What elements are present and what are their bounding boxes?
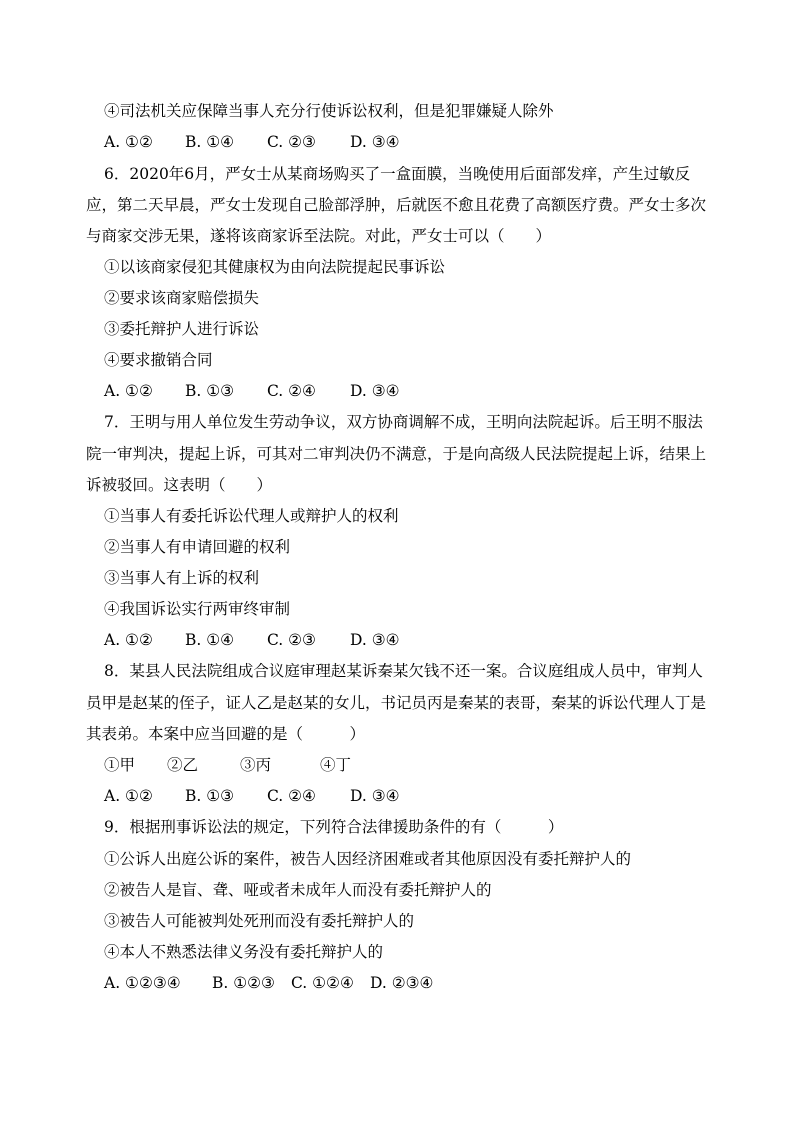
q9-item-1: ①公诉人出庭公诉的案件，被告人因经济困难或者其他原因没有委托辩护人的 xyxy=(104,850,632,868)
q9-option-d: D. ②③④ xyxy=(370,974,434,992)
q6-item-3: ③委托辩护人进行诉讼 xyxy=(104,320,260,338)
q6-item-1: ①以该商家侵犯其健康权为由向法院提起民事诉讼 xyxy=(104,258,446,276)
q9-option-b: B. ①②③ xyxy=(212,974,275,992)
q7-stem-line-2: 院一审判决，提起上诉，可其对二审判决仍不满意，于是向高级人民法院提起上诉，结果上 xyxy=(86,445,707,463)
q7-item-2: ②当事人有申请回避的权利 xyxy=(104,538,291,556)
q6-stem-line-3: 与商家交涉无果，遂将该商家诉至法院。对此，严女士可以（ ） xyxy=(86,227,552,245)
q6-option-c: C. ②④ xyxy=(267,382,316,400)
q7-option-b: B. ①④ xyxy=(185,631,235,649)
q9-option-a: A. ①②③④ xyxy=(104,974,181,992)
q6-stem-line-2: 应，第二天早晨，严女士发现自己脸部浮肿，后就医不愈且花费了高额医疗费。严女士多次 xyxy=(86,196,707,214)
q8-stem-line-1: 8．某县人民法院组成合议庭审理赵某诉秦某欠钱不还一案。合议庭组成人员中，审判人 xyxy=(104,662,703,680)
q7-item-4: ④我国诉讼实行两审终审制 xyxy=(104,600,291,618)
q7-option-d: D. ③④ xyxy=(350,631,400,649)
q9-option-c: C. ①②④ xyxy=(291,974,354,992)
q5-option-a: A. ①② xyxy=(104,133,153,151)
q5-option-c: C. ②③ xyxy=(267,133,316,151)
q7-item-1: ①当事人有委托诉讼代理人或辩护人的权利 xyxy=(104,507,399,525)
q6-option-a: A. ①② xyxy=(104,382,153,400)
q9-item-4: ④本人不熟悉法律义务没有委托辩护人的 xyxy=(104,943,384,961)
q8-choice-2: ②乙 xyxy=(167,756,199,774)
q8-stem-line-2: 员甲是赵某的侄子，证人乙是赵某的女儿，书记员丙是秦某的表哥，秦某的诉讼代理人丁是 xyxy=(86,694,707,712)
q9-item-2: ②被告人是盲、聋、哑或者未成年人而没有委托辩护人的 xyxy=(104,881,492,899)
q8-choice-3: ③丙 xyxy=(240,756,272,774)
q7-option-c: C. ②③ xyxy=(267,631,316,649)
q7-stem-line-1: 7．王明与用人单位发生劳动争议，双方协商调解不成，王明向法院起诉。后王明不服法 xyxy=(104,413,703,431)
q7-item-3: ③当事人有上诉的权利 xyxy=(104,569,260,587)
q8-option-a: A. ①② xyxy=(104,787,153,805)
q5-option-b: B. ①④ xyxy=(185,133,235,151)
q8-choice-4: ④丁 xyxy=(320,756,352,774)
q9-item-3: ③被告人可能被判处死刑而没有委托辩护人的 xyxy=(104,912,415,930)
q9-stem-line-1: 9．根据刑事诉讼法的规定，下列符合法律援助条件的有（ ） xyxy=(104,818,564,836)
q8-option-c: C. ②④ xyxy=(267,787,316,805)
q8-option-b: B. ①③ xyxy=(185,787,235,805)
q8-stem-line-3: 其表弟。本案中应当回避的是（ ） xyxy=(86,725,366,743)
q7-option-a: A. ①② xyxy=(104,631,153,649)
q6-item-4: ④要求撤销合同 xyxy=(104,351,213,369)
q6-item-2: ②要求该商家赔偿损失 xyxy=(104,289,260,307)
q5-option-d: D. ③④ xyxy=(350,133,400,151)
q6-option-d: D. ③④ xyxy=(350,382,400,400)
q7-stem-line-3: 诉被驳回。这表明（ ） xyxy=(86,476,273,494)
q8-option-d: D. ③④ xyxy=(350,787,400,805)
q8-choice-1: ①甲 xyxy=(104,756,136,774)
q5-item-4: ④司法机关应保障当事人充分行使诉讼权利，但是犯罪嫌疑人除外 xyxy=(104,102,554,120)
q6-option-b: B. ①③ xyxy=(185,382,235,400)
q6-stem-line-1: 6．2020年6月，严女士从某商场购买了一盒面膜，当晚使用后面部发痒，产生过敏反 xyxy=(104,165,691,183)
